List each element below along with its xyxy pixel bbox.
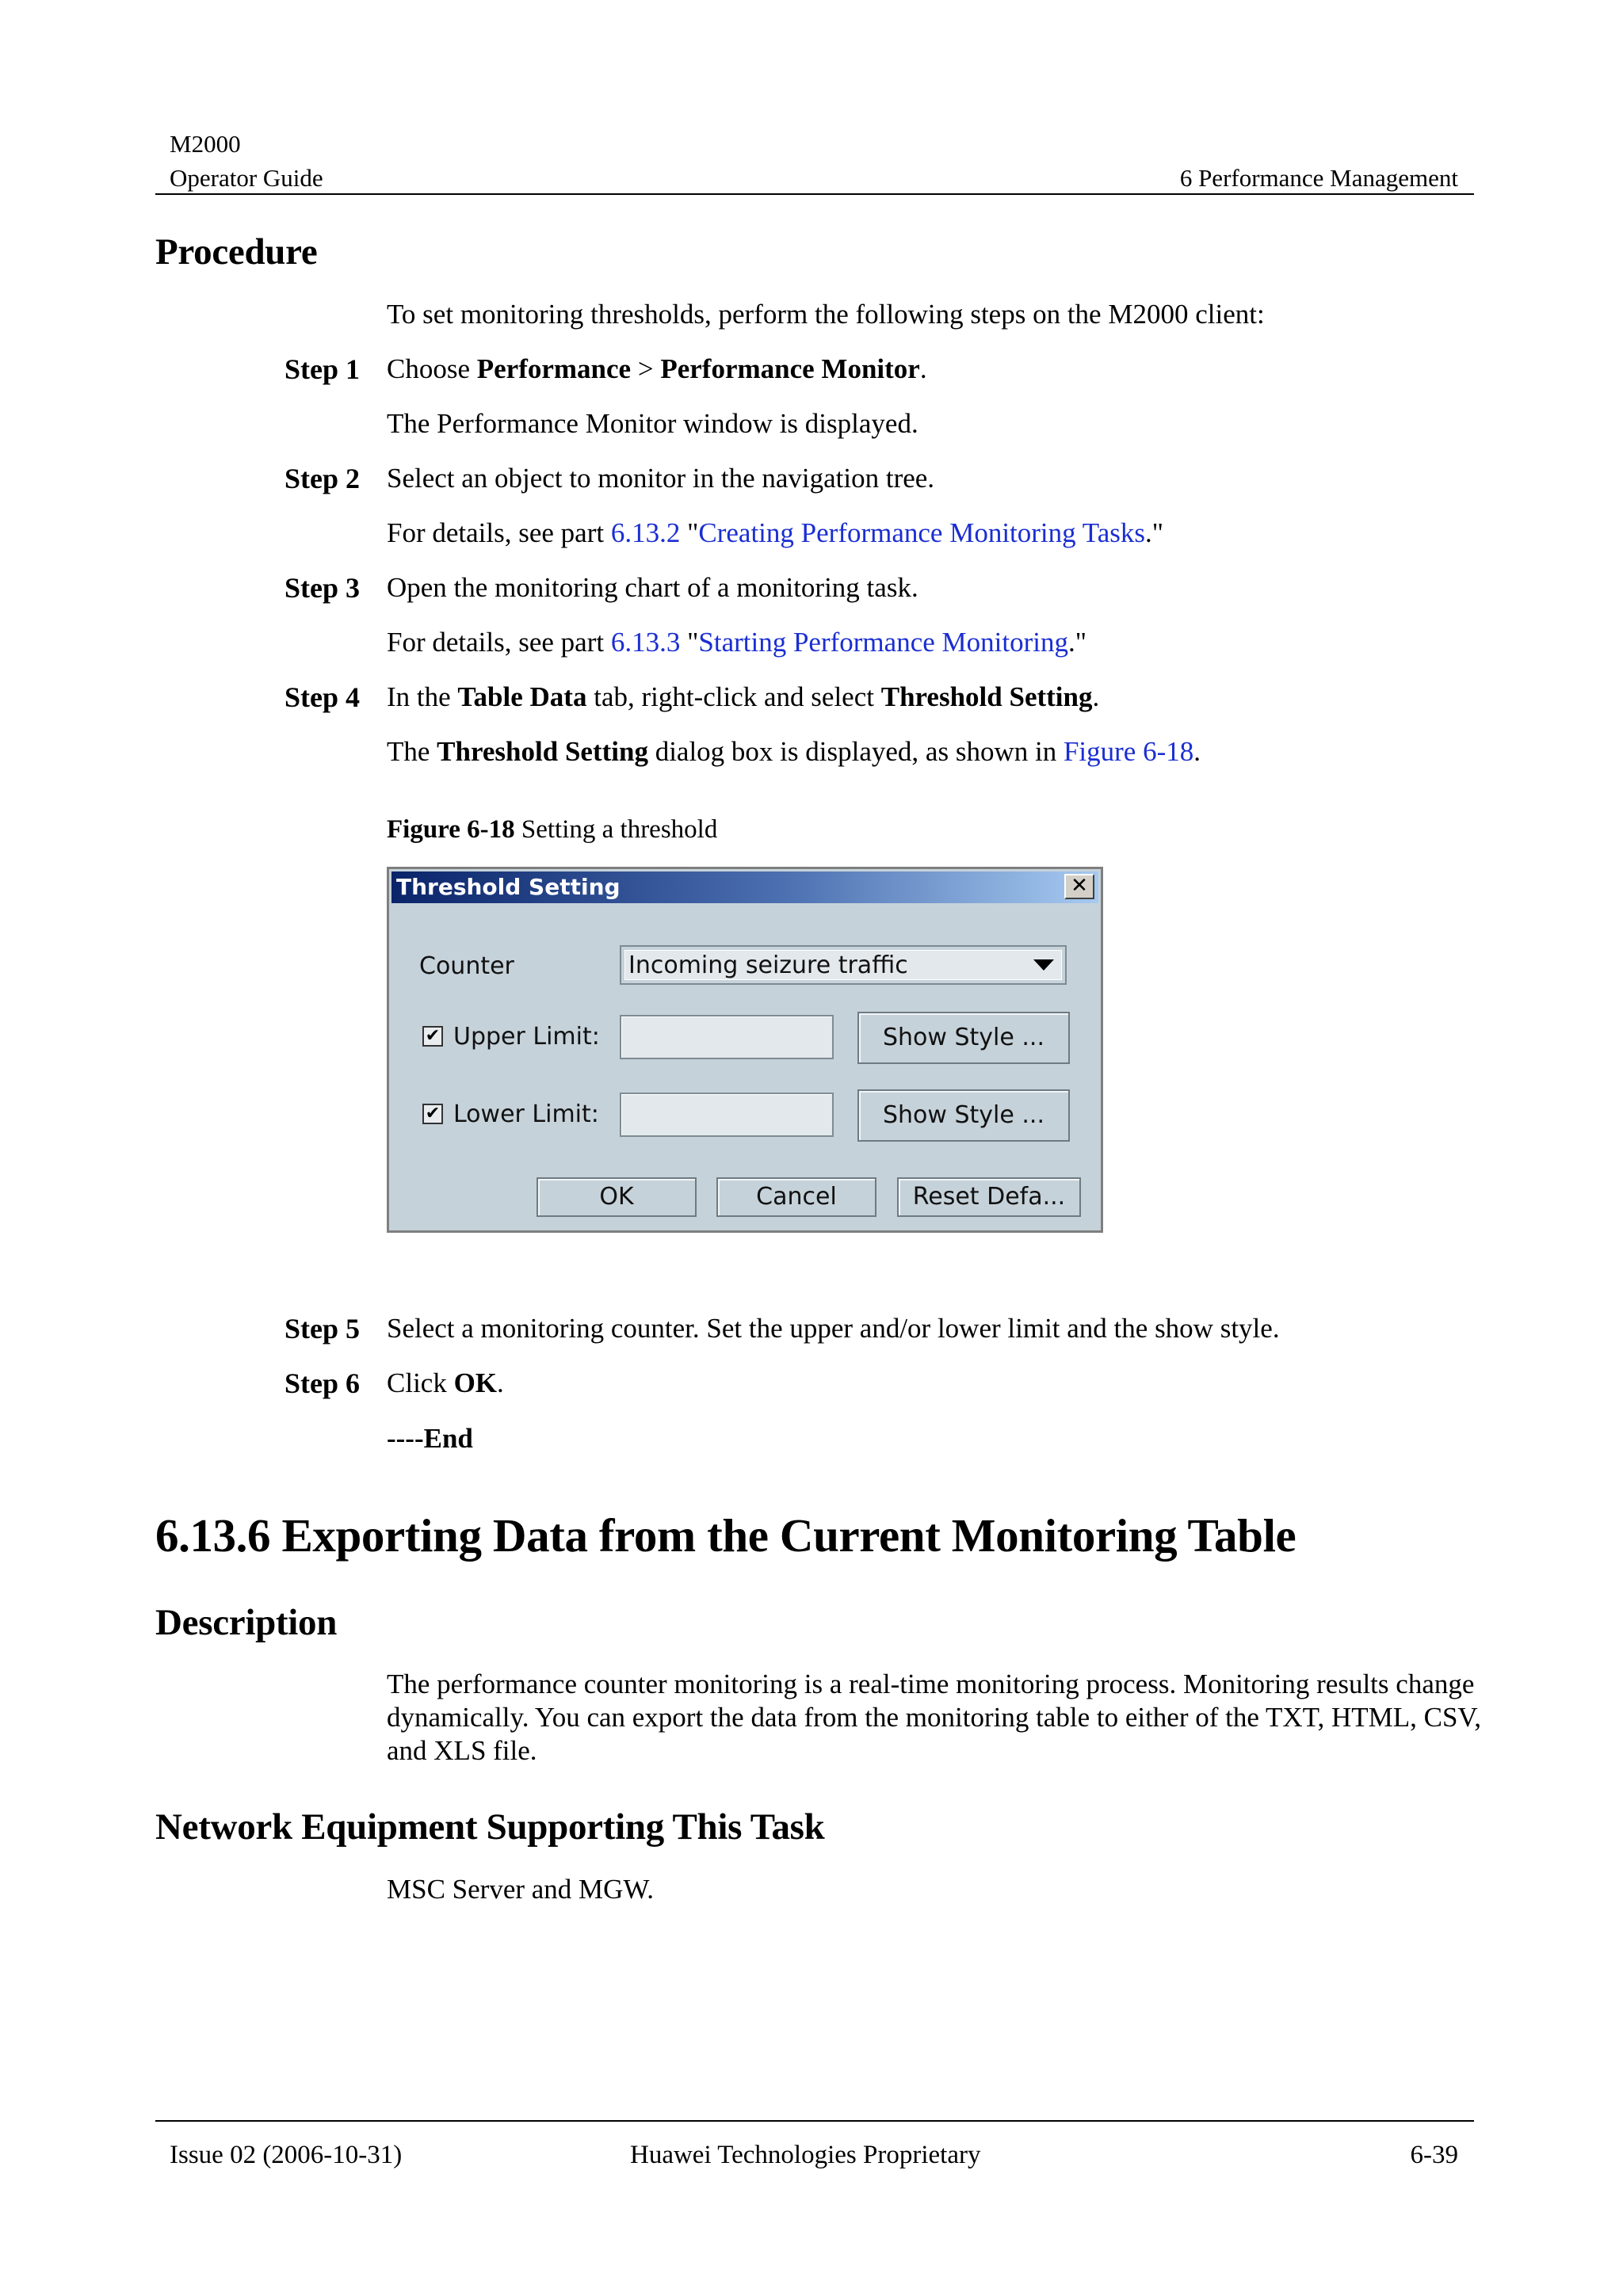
step-3-label: Step 3 (285, 572, 361, 604)
step-2-text: Select an object to monitor in the navigation tree. (387, 463, 935, 494)
step-4-end: . (1092, 681, 1100, 712)
step-4-pre: In the (387, 681, 458, 712)
step-2-label: Step 2 (285, 463, 361, 494)
step-4-result (387, 735, 1201, 769)
network-equipment-heading: Network Equipment Supporting This Task (155, 1806, 825, 1848)
menu-threshold-setting: Threshold Setting (880, 681, 1093, 712)
header-chapter: 6 Performance Management (1179, 164, 1458, 192)
step-3-ref-end: ." (1067, 627, 1087, 658)
step-2-ref-pre: For details, see part (387, 517, 611, 548)
figure-caption-text: Setting a threshold (514, 815, 718, 844)
header-product: M2000 (170, 130, 241, 158)
step-1-pre: Choose (387, 353, 477, 384)
step-6-end: . (497, 1367, 504, 1398)
threshold-setting-dialog (387, 867, 1103, 1233)
chevron-down-icon[interactable] (1033, 959, 1054, 971)
procedure-intro: To set monitoring thresholds, perform the following steps on the M2000 client: (387, 299, 1265, 330)
section-heading: 6.13.6 Exporting Data from the Current Monitoring Table (155, 1509, 1296, 1562)
menu-performance: Performance (476, 353, 632, 384)
step-5-label: Step 5 (285, 1313, 361, 1344)
header-doc-title: Operator Guide (170, 164, 323, 192)
step-4-result-end: . (1193, 736, 1201, 767)
step-4-mid: tab, right-click and select (586, 681, 881, 712)
footer-company: Huawei Technologies Proprietary (630, 2141, 981, 2169)
figure-label: Figure 6-18 (387, 815, 515, 844)
procedure-heading: Procedure (155, 231, 318, 273)
lower-show-style-button[interactable]: Show Style ... (857, 1089, 1070, 1142)
footer-issue: Issue 02 (2006-10-31) (170, 2141, 403, 2169)
upper-limit-input[interactable] (620, 1015, 834, 1059)
lower-limit-label: Lower Limit: (453, 1100, 599, 1128)
link-figure-6-18[interactable]: Figure 6-18 (1063, 736, 1194, 767)
counter-select-value: Incoming seizure traffic (624, 950, 1062, 980)
footer-page-number: 6-39 (1410, 2141, 1458, 2169)
network-equipment-text: MSC Server and MGW. (387, 1874, 655, 1905)
link-creating-performance-monitoring-tasks[interactable]: Creating Performance Monitoring Tasks (698, 517, 1145, 548)
step-6-text (387, 1367, 504, 1400)
step-1-end: . (919, 353, 927, 384)
link-6-13-2[interactable]: 6.13.2 (610, 517, 681, 548)
menu-performance-monitor: Performance Monitor (660, 353, 920, 384)
step-3-ref-pre: For details, see part (387, 627, 611, 658)
counter-select[interactable] (620, 945, 1067, 985)
cancel-button[interactable]: Cancel (716, 1177, 876, 1217)
description-text: The performance counter monitoring is a real-time monitoring process. Monitoring results change dynamically. You can export the data from the monitoring table to either of the TXT, HTML, CSV, and XLS file. (387, 1669, 1481, 1766)
step-3-text: Open the monitoring chart of a monitoring task. (387, 572, 918, 603)
dialog-titlebar (391, 871, 1098, 903)
step-3-reference (387, 626, 1086, 659)
step-4-label: Step 4 (285, 681, 361, 713)
step-1-text (387, 353, 927, 386)
step-1-label: Step 1 (285, 353, 361, 385)
step-4-result-pre: The (387, 736, 437, 767)
link-starting-performance-monitoring[interactable]: Starting Performance Monitoring (698, 627, 1068, 658)
upper-limit-checkbox[interactable]: ✔ (422, 1026, 443, 1047)
lower-limit-input[interactable] (620, 1093, 834, 1137)
step-4-text (387, 681, 1099, 714)
link-6-13-3[interactable]: 6.13.3 (610, 627, 681, 658)
upper-show-style-button[interactable]: Show Style ... (857, 1012, 1070, 1064)
tab-table-data: Table Data (457, 681, 587, 712)
step-6-pre: Click (387, 1367, 454, 1398)
footer-rule (155, 2120, 1474, 2122)
header-rule (155, 193, 1474, 195)
reset-defaults-button[interactable]: Reset Defa... (897, 1177, 1081, 1217)
description-heading: Description (155, 1602, 338, 1643)
dialog-name-bold: Threshold Setting (437, 736, 648, 767)
lower-limit-checkbox[interactable]: ✔ (422, 1104, 443, 1124)
dialog-title: Threshold Setting (396, 874, 621, 900)
step-2-ref-quote: " (680, 517, 699, 548)
step-1-sep: > (631, 353, 661, 384)
ok-button[interactable]: OK (537, 1177, 697, 1217)
step-4-result-mid: dialog box is displayed, as shown in (647, 736, 1064, 767)
step-2-ref-end: ." (1144, 517, 1164, 548)
step-5-text: Select a monitoring counter. Set the upper and/or lower limit and the show style. (387, 1313, 1280, 1344)
step-3-ref-quote: " (680, 627, 699, 658)
step-6-label: Step 6 (285, 1367, 361, 1399)
upper-limit-label: Upper Limit: (453, 1023, 600, 1051)
counter-label: Counter (419, 952, 514, 980)
step-2-reference (387, 517, 1163, 550)
ok-bold: OK (453, 1367, 498, 1398)
close-icon[interactable]: ✕ (1064, 874, 1094, 899)
figure-caption (387, 813, 717, 846)
step-1-result: The Performance Monitor window is displayed. (387, 408, 918, 439)
procedure-end: ----End (387, 1423, 473, 1454)
